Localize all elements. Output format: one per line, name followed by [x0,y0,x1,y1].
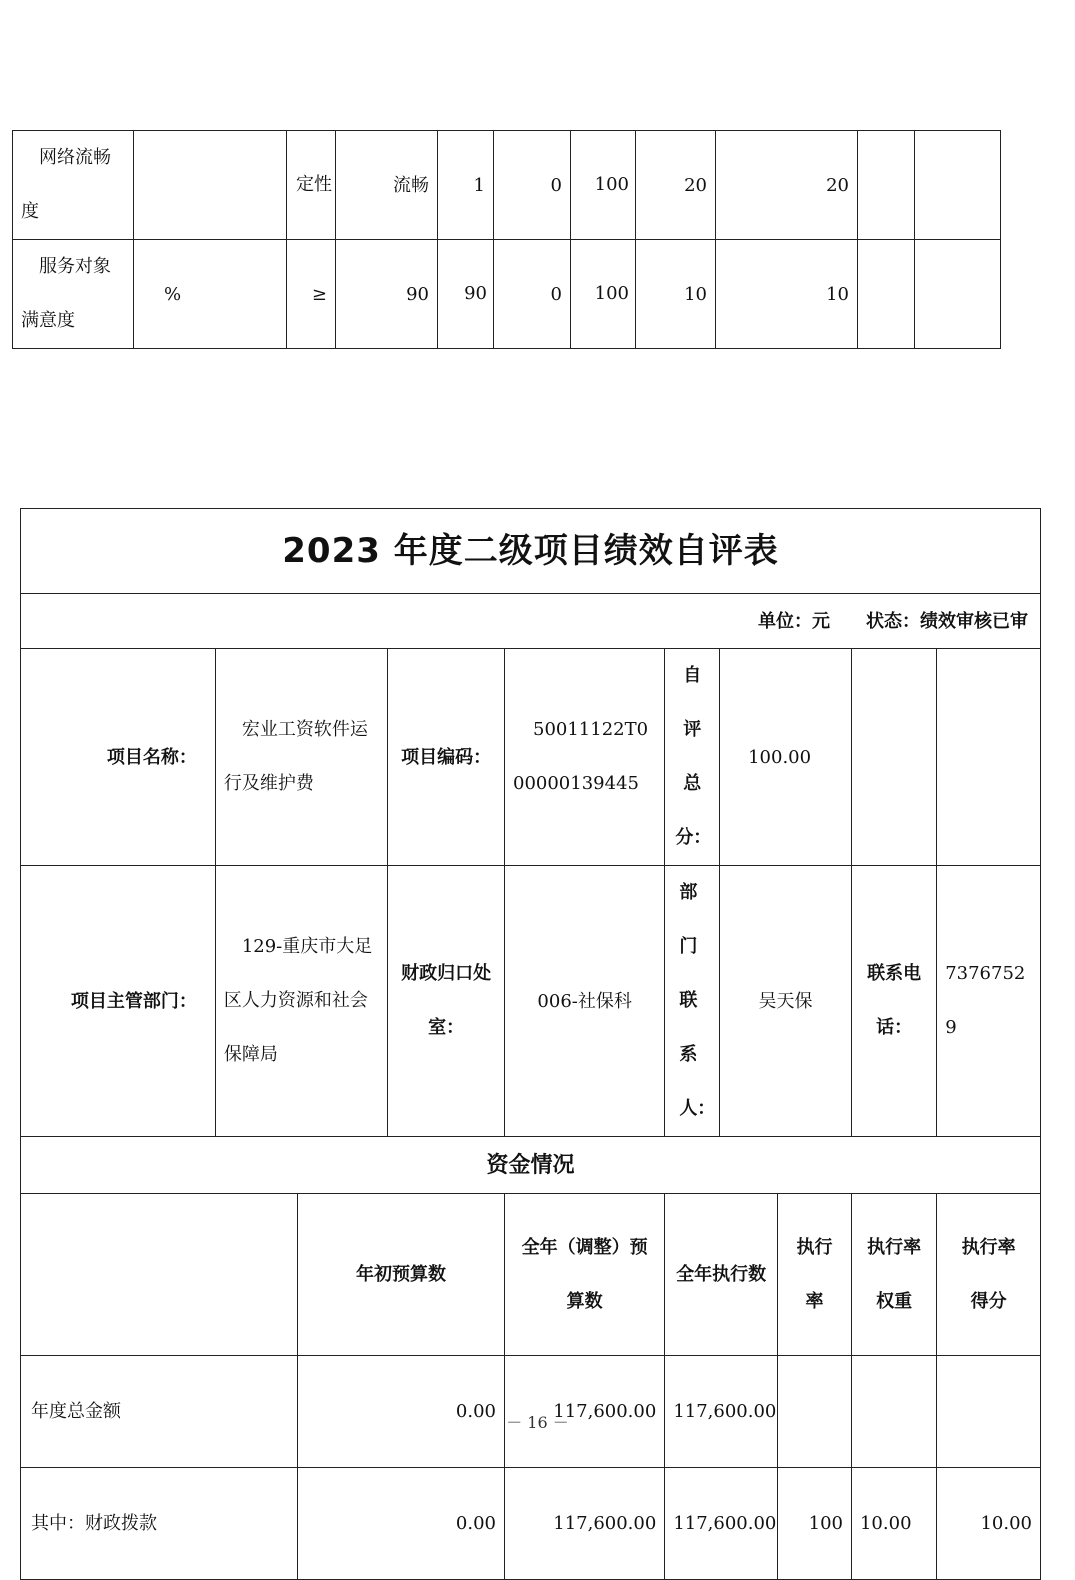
dept-label: 项目主管部门： [21,866,216,1137]
funds-header-initial: 年初预算数 [298,1194,505,1356]
funds-header-weight: 执行率权重 [851,1194,936,1356]
finance-office-value: 006-社保科 [505,866,665,1137]
funds-row-score: 10.00 [937,1468,1041,1580]
page-number: － 16 － [506,1413,569,1432]
table-row [13,131,1001,240]
indicator-score: 10 [716,240,858,349]
project-name-value: 宏业工资软件运行及维护费 [215,649,387,866]
indicator-score: 20 [716,131,858,240]
indicator-col6: 0 [494,131,571,240]
funds-row-rate: 100 [777,1468,851,1580]
empty-cell [851,649,936,866]
indicator-operator: ≥ [287,240,336,349]
funds-row-executed: 117,600.00 [665,1356,778,1468]
indicator-operator: 定性 [287,131,336,240]
indicator-col6: 0 [494,240,571,349]
contact-value: 吴天保 [720,866,852,1137]
indicator-unit: % [134,240,287,349]
funds-row-adjusted: 117,600.00 [505,1468,665,1580]
indicator-table [12,130,1001,349]
indicator-weight: 10 [636,240,716,349]
funds-header-rate: 执行率 [777,1194,851,1356]
phone-label: 联系电话： [851,866,936,1137]
funds-header-executed: 全年执行数 [665,1194,778,1356]
dept-value: 129-重庆市大足区人力资源和社会保障局 [215,866,387,1137]
indicator-name: 网络流畅度 [13,131,134,240]
self-score-value: 100.00 [720,649,852,866]
funds-row-adjusted: 117,600.00 [505,1356,665,1468]
indicator-target: 流畅 [336,131,438,240]
indicator-col10 [858,131,915,240]
indicator-actual: 1 [438,131,494,240]
funds-header-score: 执行率得分 [937,1194,1041,1356]
empty-cell [937,649,1041,866]
funds-row-name: 其中：财政拨款 [21,1468,298,1580]
funds-row-executed: 117,600.00 [665,1468,778,1580]
funds-header-adjusted: 全年（调整）预算数 [505,1194,665,1356]
table-row [21,1468,1041,1580]
unit-status: 单位：元 状态：绩效审核已审 [21,594,1041,649]
contact-label: 部门联系人： [665,866,720,1137]
funds-row-initial: 0.00 [298,1356,505,1468]
funds-row-weight: 10.00 [851,1468,936,1580]
project-code-value: 50011122T000000139445 [505,649,665,866]
indicator-col10 [858,240,915,349]
funds-row-name: 年度总金额 [21,1356,298,1468]
project-name-label: 项目名称： [21,649,216,866]
indicator-name: 服务对象满意度 [13,240,134,349]
phone-value: 73767529 [937,866,1041,1137]
indicator-unit [134,131,287,240]
table-row [13,240,1001,349]
finance-office-label: 财政归口处室： [388,866,505,1137]
indicator-actual: 90 [438,240,494,349]
funds-section-title: 资金情况 [21,1137,1041,1194]
funds-row-initial: 0.00 [298,1468,505,1580]
indicator-col11 [915,131,1001,240]
self-score-label: 自评总分： [665,649,720,866]
indicator-target: 90 [336,240,438,349]
project-code-label: 项目编码： [388,649,505,866]
indicator-col7: 100 [571,240,636,349]
indicator-col7: 100 [571,131,636,240]
indicator-col11 [915,240,1001,349]
form-title: 2023 年度二级项目绩效自评表 [21,509,1041,594]
funds-header-blank [21,1194,298,1356]
indicator-weight: 20 [636,131,716,240]
